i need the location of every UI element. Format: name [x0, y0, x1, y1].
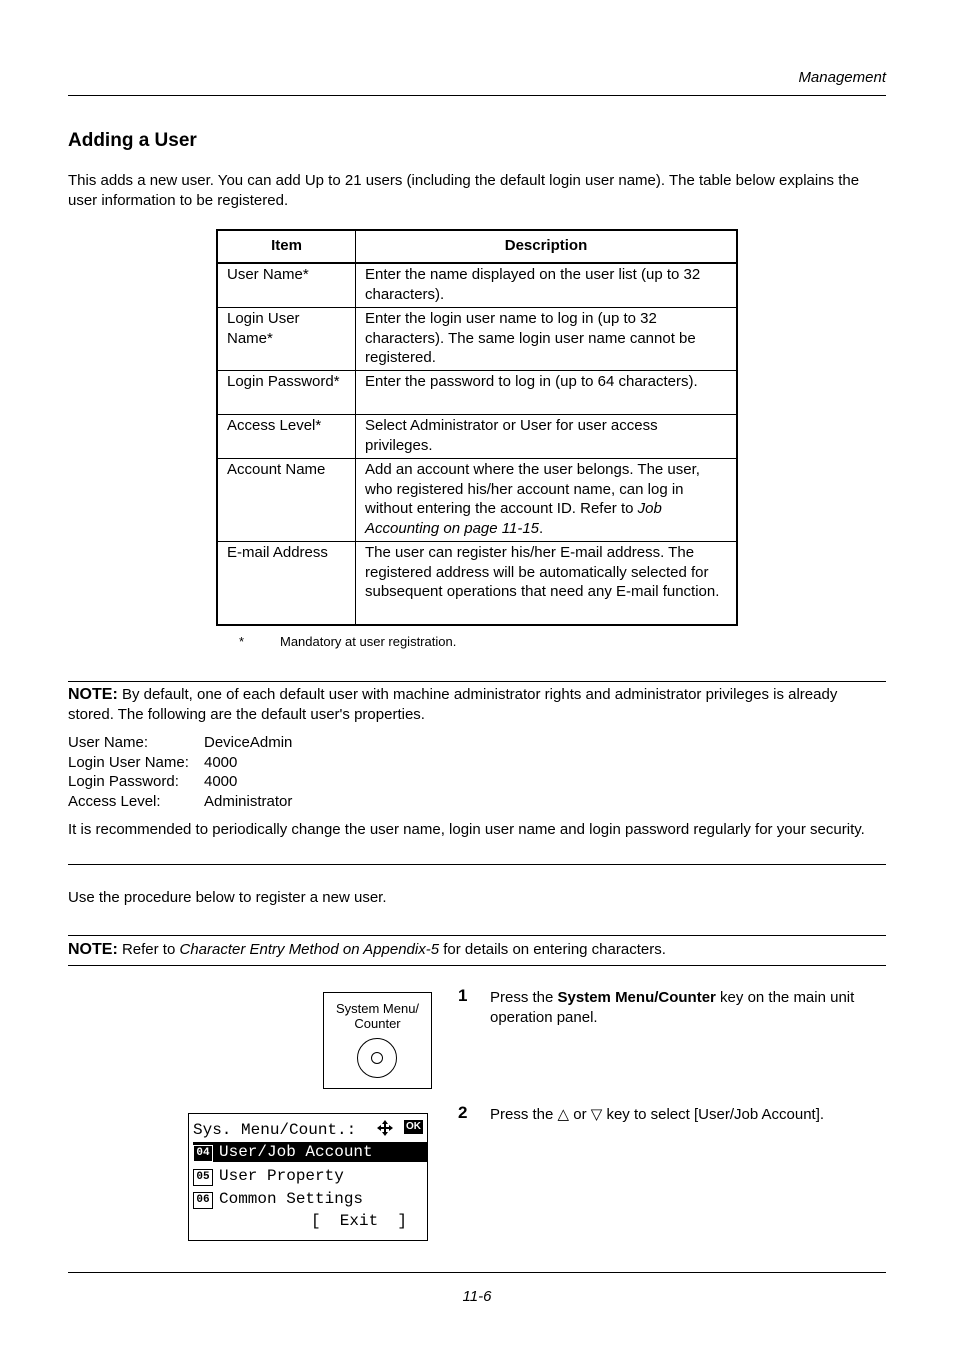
table-header-description: Description — [356, 230, 738, 263]
table-cell-description: Enter the login user name to log in (up to 32 characters). The same login user name cannot be registered. — [356, 308, 738, 371]
intro-paragraph: This adds a new user. You can add Up to 21 users (including the default login user name). The table below explains the user information to be registered. — [68, 172, 860, 209]
procedure-intro: Use the procedure below to register a new user. — [68, 889, 387, 906]
menu-item-label: Common Settings — [219, 1190, 364, 1208]
table-cell-item: Access Level* — [217, 415, 356, 459]
table-cell-item: Account Name — [217, 459, 356, 542]
table-cell-description — [356, 459, 738, 542]
note-default-user — [68, 685, 886, 724]
table-header-item: Item — [217, 230, 356, 263]
menu-item-label: User Property — [219, 1167, 344, 1185]
indicator-icon — [371, 1052, 383, 1064]
property-value: DeviceAdmin — [204, 734, 293, 751]
table-row — [217, 415, 737, 459]
lcd-title: Sys. Menu/Count.: — [193, 1121, 357, 1139]
property-row — [68, 753, 292, 773]
menu-number-badge: 04 — [193, 1145, 213, 1162]
property-key: Login User Name: — [68, 753, 189, 771]
table-cell-description: Enter the name displayed on the user list (up to 32 characters). — [356, 263, 738, 308]
header-rule — [68, 95, 886, 96]
table-cell-item: Login Password* — [217, 371, 356, 415]
section-heading: Adding a User — [68, 130, 197, 151]
table-row — [217, 308, 737, 371]
step-text — [490, 988, 886, 1027]
header-section-title: Management — [798, 69, 886, 86]
lcd-menu-item-user-job-account[interactable] — [193, 1142, 427, 1162]
ok-icon: OK — [406, 1121, 421, 1132]
note-text-end: for details on entering characters. — [439, 941, 666, 958]
panel-key-label-line: System Menu/ — [335, 1001, 420, 1016]
note-character-entry — [68, 940, 886, 960]
note-label: NOTE: — [68, 941, 118, 958]
cross-reference-link[interactable]: Job Accounting on page 11-15 — [365, 500, 662, 537]
system-menu-counter-key-illustration — [323, 992, 432, 1089]
lcd-menu-item-user-property[interactable] — [193, 1166, 344, 1186]
lcd-exit-softkey[interactable]: [ Exit ] — [311, 1212, 408, 1230]
footnote-mark: * — [239, 634, 245, 649]
table-cell-item: Login User Name* — [217, 308, 356, 371]
lcd-icons — [376, 1120, 423, 1136]
footer-rule — [68, 1272, 886, 1273]
step-text: Press the △ or ▽ key to select [User/Job Account]. — [490, 1106, 825, 1123]
property-key: Access Level: — [68, 792, 161, 810]
table-cell-description: The user can register his/her E-mail address. The registered address will be automatically selected for subsequent operations that need any E-mail function. — [356, 542, 738, 626]
note-bottom-rule — [68, 864, 886, 865]
note-top-rule — [68, 681, 886, 682]
footnote-text: Mandatory at user registration. — [280, 634, 457, 649]
panel-key-label — [324, 1001, 431, 1031]
property-value: Administrator — [204, 792, 293, 810]
table-row — [217, 459, 737, 542]
table-header-row — [217, 230, 737, 263]
step-text-part: key on the main unit operation panel. — [490, 989, 855, 1026]
page-number: 11-6 — [462, 1288, 492, 1305]
key-name: System Menu/Counter — [557, 989, 716, 1006]
table-row — [217, 542, 737, 626]
table-row — [217, 263, 737, 308]
table-cell-description: Enter the password to log in (up to 64 characters). — [356, 371, 738, 415]
step-text-part: Press the — [490, 989, 558, 1006]
description-text: Add an account where the user belongs. The user, who registered his/her account name, can log in without entering the account ID. Refer to — [365, 461, 700, 517]
table-cell-item: E-mail Address — [217, 542, 356, 626]
cross-arrows-icon — [376, 1120, 394, 1136]
menu-item-label: User/Job Account — [219, 1143, 373, 1161]
note2-bottom-rule — [68, 965, 886, 966]
menu-number-badge: 05 — [193, 1169, 213, 1186]
note2-top-rule — [68, 935, 886, 936]
note-text: Refer to — [117, 941, 180, 958]
panel-key-label-line: Counter — [354, 1016, 401, 1031]
menu-number-badge: 06 — [193, 1192, 213, 1209]
property-key: Login Password: — [68, 773, 179, 790]
security-recommendation: It is recommended to periodically change the user name, login user name and login password regularly for your security. — [68, 821, 865, 838]
property-key: User Name: — [68, 734, 149, 751]
system-menu-button[interactable] — [357, 1038, 397, 1078]
note-text: By default, one of each default user with machine administrator rights and administrator privileges is already stored. The following are the default user's properties. — [68, 686, 838, 723]
table-cell-item: User Name* — [217, 263, 356, 308]
property-value: 4000 — [204, 753, 238, 771]
property-row — [68, 733, 292, 753]
default-user-properties — [68, 733, 292, 811]
note-label: NOTE: — [68, 686, 118, 703]
description-end: . — [539, 519, 544, 537]
property-value: 4000 — [204, 773, 238, 790]
step-number: 1 — [458, 986, 468, 1005]
lcd-menu-item-common-settings[interactable] — [193, 1189, 363, 1209]
property-row — [68, 792, 292, 812]
cross-reference-link[interactable]: Character Entry Method on Appendix-5 — [179, 941, 440, 958]
table-row — [217, 371, 737, 415]
user-info-table — [216, 229, 738, 626]
property-row — [68, 772, 292, 792]
lcd-screen-illustration — [188, 1113, 428, 1241]
table-cell-description: Select Administrator or User for user access privileges. — [356, 415, 738, 459]
step-number: 2 — [458, 1103, 468, 1122]
